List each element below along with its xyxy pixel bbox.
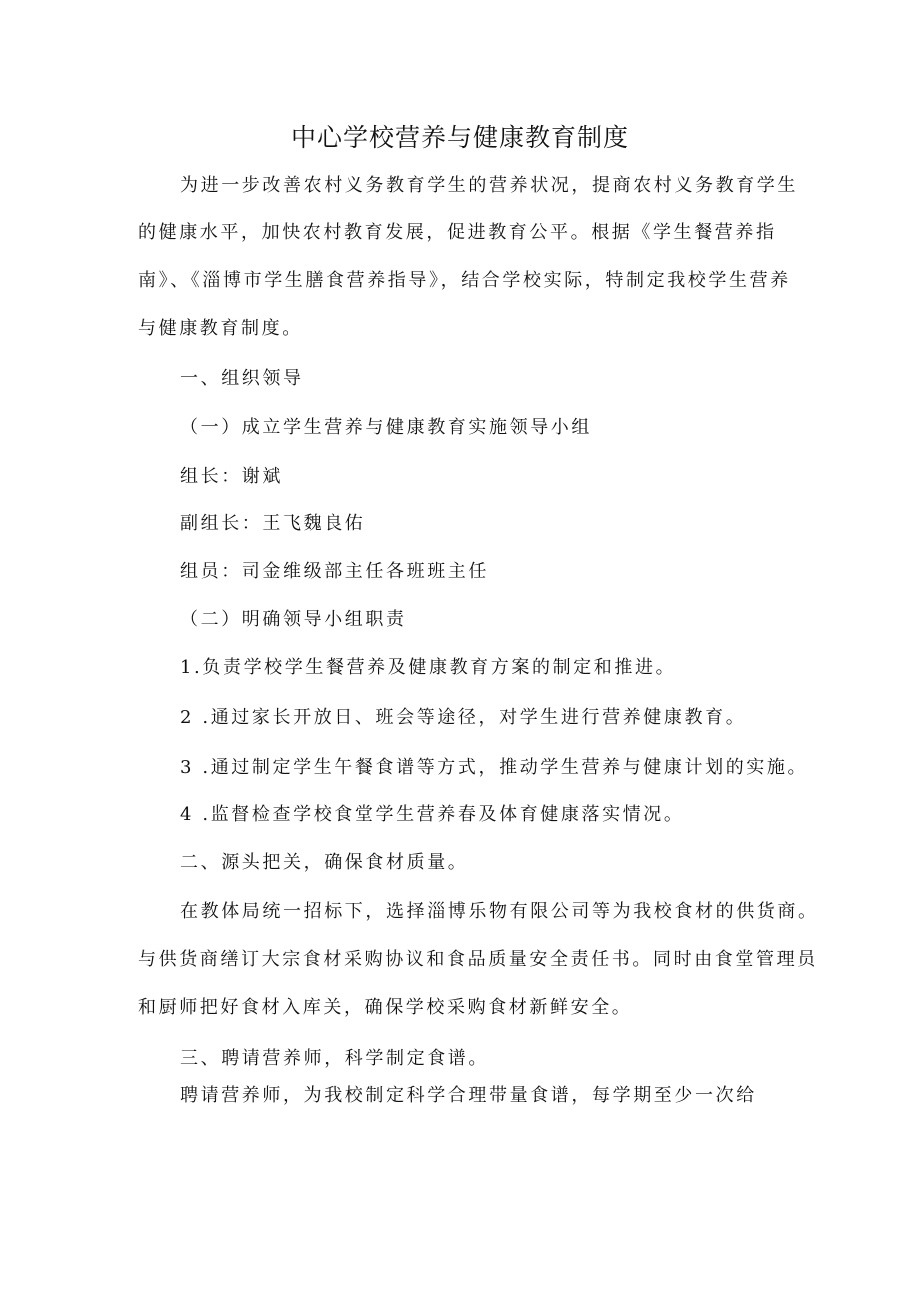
duty-item-1: 1.负责学校学生餐营养及健康教育方案的制定和推进。 <box>180 657 677 678</box>
group-leader-line: 组长：谢斌 <box>180 466 283 487</box>
duty-item-2: 2 .通过家长开放日、班会等途径，对学生进行营养健康教育。 <box>180 707 747 728</box>
section-heading-source-control: 二、源头把关，确保食材质量。 <box>180 852 469 873</box>
subsection-heading-duties: （二）明确领导小组职责 <box>180 609 407 630</box>
source-paragraph-line-2: 与供货商缮订大宗食材采购协议和食品质量安全责任书。同时由食堂管理员 <box>138 949 818 970</box>
document-title: 中心学校营养与健康教育制度 <box>290 123 629 152</box>
members-line: 组员：司金维级部主任各班班主任 <box>180 561 489 582</box>
intro-paragraph-line-2: 的健康水平，加快农村教育发展，促进教育公平。根据《学生餐营养指 <box>138 222 777 243</box>
section-heading-organization: 一、组织领导 <box>180 368 304 389</box>
intro-paragraph-line-1: 为进一步改善农村义务教育学生的营养状况，提商农村义务教育学生 <box>180 175 798 196</box>
duty-item-3: 3 .通过制定学生午餐食谱等方式，推动学生营养与健康计划的实施。 <box>180 757 809 778</box>
nutritionist-paragraph-line-1: 聘请营养师，为我校制定科学合理带量食谱，每学期至少一次给 <box>180 1085 757 1106</box>
subsection-heading-leading-group: （一）成立学生营养与健康教育实施领导小组 <box>180 417 592 438</box>
section-heading-nutritionist: 三、聘请营养师，科学制定食谱。 <box>180 1048 489 1069</box>
duty-item-4: 4 .监督检查学校食堂学生营养春及体育健康落实情况。 <box>180 804 685 825</box>
intro-paragraph-line-3: 南》、《淄博市学生膳食营养指导》，结合学校实际，特制定我校学生营养 <box>138 270 791 291</box>
intro-paragraph-line-4: 与健康教育制度。 <box>138 318 303 339</box>
source-paragraph-line-3: 和厨师把好食材入库关，确保学校采购食材新鲜安全。 <box>138 997 633 1018</box>
source-paragraph-line-1: 在教体局统一招标下，选择淄博乐物有限公司等为我校食材的供货商。 <box>180 901 819 922</box>
deputy-leader-line: 副组长：王飞魏良佑 <box>180 513 366 534</box>
